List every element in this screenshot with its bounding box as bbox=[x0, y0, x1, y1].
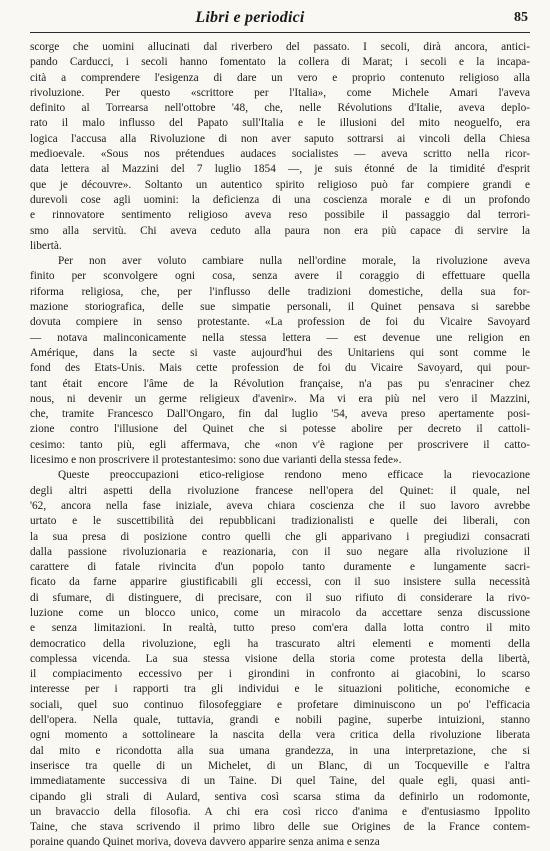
text-line: tant était encore l'âme de la Révolution française, n'a pas pu s'enraciner chez bbox=[30, 377, 530, 390]
running-title: Libri e periodici bbox=[195, 9, 305, 26]
text-line: zione contro l'illusione del Quinet che si potesse abolire per decreto il cattoli- bbox=[30, 423, 530, 436]
text-line: rivoluzione. Per questo «scrittore per l'Italia», come Michele Amari l'aveva bbox=[30, 86, 530, 99]
text-line: la sua presa di posizione contro quelli che gli apparivano i pregiudizi consacrati bbox=[30, 530, 530, 543]
text-line: e rinnovatore sentimento religioso aveva reso possibile il passaggio dal terrori- bbox=[30, 209, 530, 222]
text-line: immediatamente successiva di un Taine. Di quel Taine, del quale egli, quasi anti- bbox=[30, 775, 530, 788]
text-line: cità a comprendere l'esigenza di dare un vero e proprio contenuto religioso alla bbox=[30, 71, 530, 84]
text-line: mazione storiografica, delle sue simpatie personali, il Quinet pensava si sarebbe bbox=[30, 301, 530, 314]
text-line: logica l'accusa alla Rivoluzione di non aver saputo sottrarsi ai vincoli della Chiesa bbox=[30, 132, 530, 145]
text-line: '62, ancora nella fase iniziale, aveva chiara coscienza che il suo lavoro avrebbe bbox=[30, 499, 530, 512]
text-line: il compiacimento eccessivo per i girondini in confronto ai giacobini, lo scarso bbox=[30, 668, 530, 681]
page-header bbox=[30, 6, 530, 33]
text-line: Per non aver voluto cambiare nulla nell'ordine morale, la rivoluzione aveva bbox=[58, 255, 530, 268]
text-line: smo alla servitù. Chi aveva ceduto alla paura non era più capace di servire la bbox=[30, 224, 530, 237]
text-line: libertà. bbox=[30, 239, 62, 252]
text-line: e senza limitazioni. In realtà, tutto preso com'era dalla lotta contro il mito bbox=[30, 622, 530, 635]
text-line: licesimo e non proscrivere il protestantesimo: sono due varianti della stessa fede». bbox=[30, 454, 402, 467]
text-line: Amérique, dans la secte si vaste aujourd'hui des Unitariens qui sont comme le bbox=[30, 346, 530, 359]
text-line: cipando gli strali di Aulard, sentiva così scarsa stima da definirlo un rodomonte, bbox=[30, 790, 530, 803]
text-line: data lettera al Mazzini del 7 luglio 1854 —, je suis étonné de la timidité d'esprit bbox=[30, 163, 530, 176]
paragraph bbox=[30, 254, 530, 468]
paragraph bbox=[30, 40, 530, 254]
text-line: democratico della rivoluzione, egli ha trascurato altri elementi e momenti della bbox=[30, 637, 530, 650]
text-line: dell'opera. Nella quale, tuttavia, grandi e nobili pagine, superbe intuizioni, stanno bbox=[30, 714, 530, 727]
text-line: inserisce tra quelle di un Michelet, di un Blanc, di un Tocqueville e l'altra bbox=[30, 759, 530, 772]
text-line: sociali, quel suo continuo filosofeggiare e profetare diminuiscono un po' l'efficacia bbox=[30, 698, 530, 711]
text-line: ogni momento a sottolineare la nascita della vera critica della rivoluzione liberata bbox=[30, 729, 530, 742]
text-line: cesimo: tanto più, egli affermava, che «non v'è ragione per proscrivere il catto- bbox=[30, 438, 530, 451]
body-text bbox=[30, 40, 530, 851]
page-number: 85 bbox=[514, 10, 528, 25]
text-line: durevoli cose agli uomini: la deficienza di una coscienza morale e di un profondo bbox=[30, 193, 530, 206]
text-line: che, tramite Francesco Dall'Ongaro, fin dal luglio '54, aveva preso apertamente posi- bbox=[30, 408, 530, 421]
text-line: definito al Torrearsa nell'ottobre '48, che, nelle Révolutions d'Italie, aveva deplo- bbox=[30, 102, 530, 115]
text-line: interesse per i rapporti tra gli individui e le situazioni politiche, economiche e bbox=[30, 683, 530, 696]
text-line: ficato da farne apparire giustificabili gli eccessi, con il suo insistere sulla necessità bbox=[30, 576, 530, 589]
text-line: urtato e le suscettibilità dei repubblicani tradizionalisti e quelle dei liberali, con bbox=[30, 515, 530, 528]
text-line: Taine, che stava scrivendo il primo libro delle sue Origines de la France contem- bbox=[30, 821, 530, 834]
text-line: dalla passione rivoluzionaria e reazionaria, con il suo negare alla rivoluzione il bbox=[30, 545, 530, 558]
text-line: rato il malo influsso del Papato sull'Italia e le illusioni del mito neoguelfo, era bbox=[30, 117, 530, 130]
text-line: un bravaccio della filosofia. A chi era così ricco d'anima e d'entusiasmo Ippolito bbox=[30, 805, 530, 818]
text-line: riforma religiosa, che, per l'influsso delle tradizioni domestiche, della sua for- bbox=[30, 285, 530, 298]
text-line: poraine quando Quinet moriva, doveva davvero apparire senza anima e senza bbox=[30, 836, 380, 849]
text-line: complessa vicenda. La sua stessa visione della storia come protesta della libertà, bbox=[30, 652, 530, 665]
text-line: finito per sconvolgere ogni cosa, senza avere il coraggio di effettuare quella bbox=[30, 270, 530, 283]
text-line: fond des Etats-Unis. Mais cette profession de foi du Vicaire Savoyard, qui pour- bbox=[30, 362, 530, 375]
paragraph bbox=[30, 468, 530, 850]
text-line: — notava malinconicamente nella stessa lettera — est devenue une religion en bbox=[30, 331, 530, 344]
text-line: dovuta compiere in senso protestante. «La profession de foi du Vicaire Savoyard bbox=[30, 316, 530, 329]
text-line: pando Carducci, i secoli hanno fomentato la collera di Marat; i secoli e la incapa- bbox=[30, 56, 530, 69]
text-line: scorge che uomini allucinati dal riverbero del passato. I secoli, dirà ancora, antici- bbox=[30, 41, 530, 53]
text-line: Queste preoccupazioni etico-religiose rendono meno efficace la rievocazione bbox=[58, 469, 530, 482]
text-line: que je découvre». Soltanto un autentico spirito religioso può far compiere grandi e bbox=[30, 178, 530, 191]
text-line: medioevale. «Sous nos prétendues audaces socialistes — aveva scritto nella ricor- bbox=[30, 148, 530, 161]
text-line: di sfumare, di distinguere, di precisare, con il suo rifiuto di considerare la rivo- bbox=[30, 591, 530, 604]
text-line: dal mito e ricondotta alla sua umana grandezza, in una interpretazione, che si bbox=[30, 744, 530, 757]
text-line: nous, ni devenir un germe religieux d'avenir». Ma vi era più nel vero il Mazzini, bbox=[30, 392, 530, 405]
text-line: carattere di fatale rivincita d'un popolo tanto duramente e lungamente sacri- bbox=[30, 561, 530, 574]
text-line: luzione come un blocco unico, come un miracolo da accettare senza discussione bbox=[30, 606, 530, 619]
text-line: degli altri aspetti della rivoluzione francese nell'opera del Quinet: il quale, nel bbox=[30, 484, 530, 497]
